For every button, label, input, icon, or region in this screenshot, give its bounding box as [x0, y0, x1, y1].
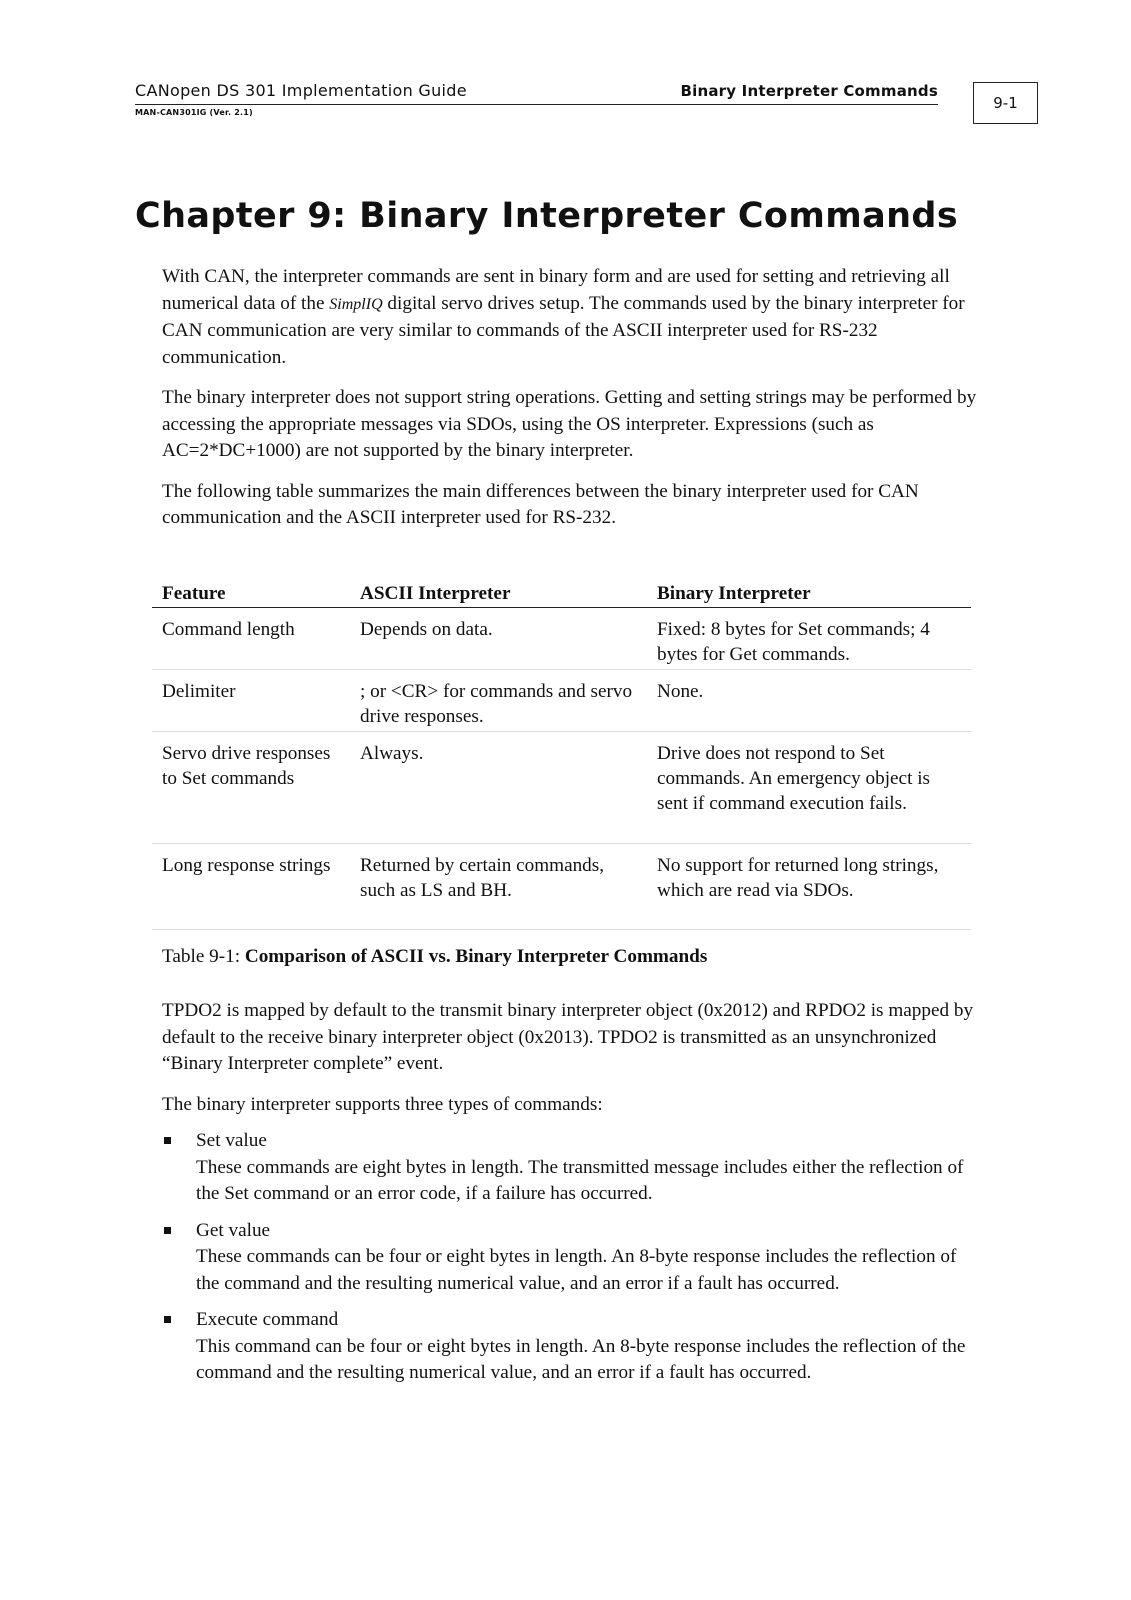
table-row — [152, 844, 971, 930]
command-name: Get value — [196, 1219, 271, 1241]
command-description: This command can be four or eight bytes in length. An 8-byte response includes the reflection of the command and the resulting numerical value, and an error if a fault has occurred. — [196, 1335, 966, 1383]
intro-paragraph-3: The following table summarizes the main differences between the binary interpreter used for CAN communication and the ASCII interpreter used for RS-232. — [162, 480, 919, 528]
table-cell: No support for returned long strings, which are read via SDOs. — [647, 844, 971, 930]
intro-p1-text-b: digital servo drives setup. The commands used by the binary interpreter for CAN communication are very similar to commands of the ASCII interpreter used for RS-232 communication. — [162, 292, 965, 368]
table-header-cell: Feature — [152, 581, 350, 608]
header-section-title: Binary Interpreter Commands — [680, 82, 938, 100]
table-cell: None. — [647, 670, 971, 732]
bullet-icon — [164, 1316, 171, 1323]
table-cell: Fixed: 8 bytes for Set commands; 4 bytes for Get commands. — [647, 608, 971, 670]
table-cell: Command length — [152, 608, 350, 670]
command-name: Execute command — [196, 1309, 339, 1330]
table-cell: Always. — [350, 732, 647, 844]
header-rule — [135, 104, 938, 105]
table-header-cell: ASCII Interpreter — [350, 581, 647, 608]
intro-paragraph-2: The binary interpreter does not support string operations. Getting and setting strings may be performed by accessing the appropriate messages via SDOs, using the OS interpreter. Expressions (such as AC=2*DC+1000) are not supported by the binary interpreter. — [162, 387, 977, 461]
table-cell: Depends on data. — [350, 608, 647, 670]
command-name: Set value — [196, 1130, 267, 1151]
table-cell: Delimiter — [152, 670, 350, 732]
bullet-icon — [164, 1227, 171, 1234]
page-number: 9-1 — [973, 82, 1038, 124]
table-row — [152, 732, 971, 844]
table-row — [152, 670, 971, 732]
caption-title: Comparison of ASCII vs. Binary Interpreter Commands — [244, 946, 708, 967]
table-cell: Drive does not respond to Set commands. An emergency object is sent if command execution fails. — [647, 732, 971, 844]
command-description: These commands can be four or eight bytes in length. An 8-byte response includes the reflection of the command and the resulting numerical value, and an error if a fault has occurred. — [196, 1246, 957, 1294]
table-cell: Returned by certain commands, such as LS and BH. — [350, 844, 647, 930]
table-header-cell: Binary Interpreter — [647, 581, 971, 608]
list-item — [162, 1307, 977, 1387]
table-cell: Servo drive responses to Set commands — [152, 732, 350, 844]
intro-paragraph-1 — [162, 264, 977, 371]
intro-p1-text-a: With CAN, the interpreter commands are sent in binary form and are used for setting and retrieving all numerical data of the — [162, 266, 950, 314]
comparison-table — [152, 581, 971, 930]
product-name: SimplIQ — [329, 295, 383, 313]
chapter-title: Chapter 9: Binary Interpreter Commands — [135, 196, 959, 236]
command-description: These commands are eight bytes in length. The transmitted message includes either the reflection of the Set command or an error code, if a failure has occurred. — [196, 1156, 964, 1204]
intro-section — [162, 264, 977, 532]
types-intro-paragraph: The binary interpreter supports three types of commands: — [162, 1093, 603, 1115]
header-doc-title: CANopen DS 301 Implementation Guide — [135, 81, 467, 100]
tpdo-paragraph: TPDO2 is mapped by default to the transmit binary interpreter object (0x2012) and RPDO2 is mapped by default to the receive binary interpreter object (0x2013). TPDO2 is transmitted as an unsynchronized “Binary Interpreter complete” event. — [162, 1000, 974, 1074]
list-item — [162, 1128, 977, 1208]
table-row — [152, 608, 971, 670]
bullet-icon — [164, 1137, 171, 1144]
table-cell: Long response strings — [152, 844, 350, 930]
command-types-list — [162, 1128, 977, 1387]
list-item — [162, 1218, 977, 1298]
header-doc-id: MAN-CAN301IG (Ver. 2.1) — [135, 108, 253, 117]
caption-label: Table 9-1: — [162, 946, 245, 967]
commands-section — [162, 998, 977, 1387]
table-caption — [162, 946, 707, 968]
table-header-row — [152, 581, 971, 608]
table-cell: ; or <CR> for commands and servo drive responses. — [350, 670, 647, 732]
